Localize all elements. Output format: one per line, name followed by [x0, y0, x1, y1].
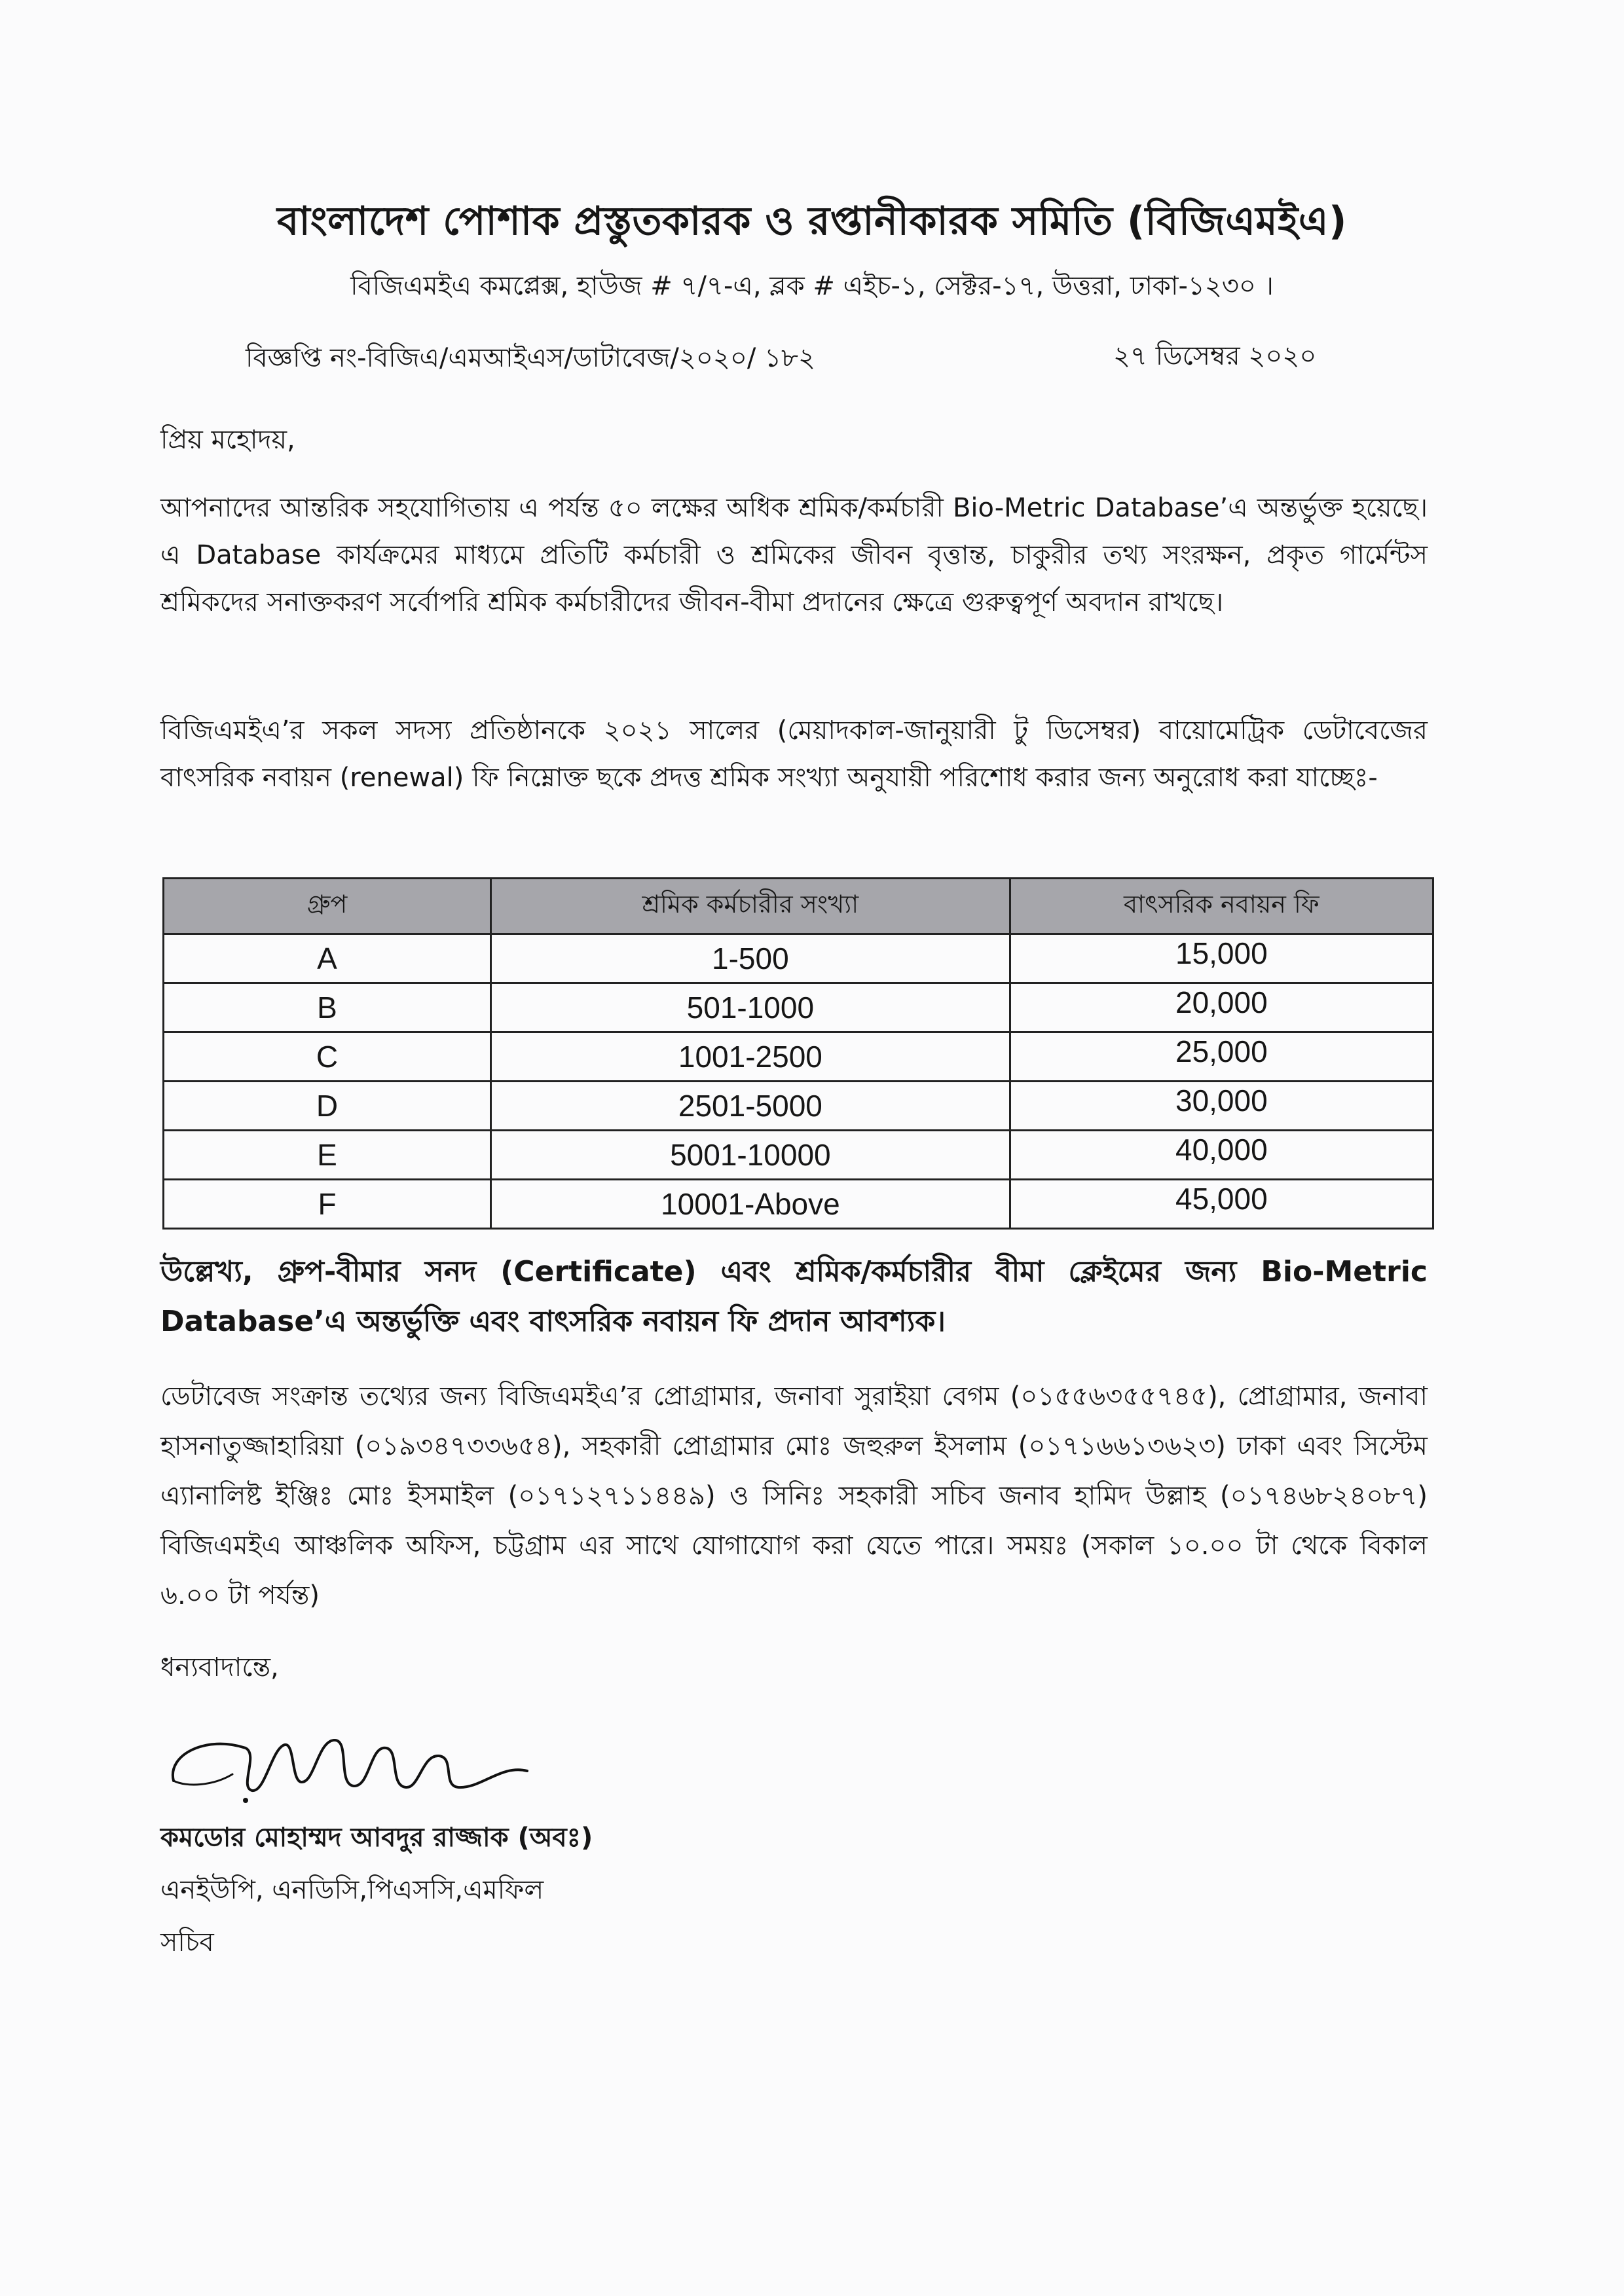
- cell-workers: 2501-5000: [491, 1082, 1010, 1131]
- signer-name: কমডোর মোহাম্মদ আবদুর রাজ্জাক (অবঃ): [160, 1823, 593, 1853]
- paragraph-database-intro: আপনাদের আন্তরিক সহযোগিতায় এ পর্যন্ত ৫০ লক্ষের অধিক শ্রমিক/কর্মচারী Bio-Metric Database’এ অন্তর্ভুক্ত হয়েছে। এ Database কার্যক্রমের মাধ্যমে প্রতিটি কর্মচারী ও শ্রমিকের জীবন বৃত্তান্ত, চাকুরীর তথ্য সংরক্ষন, প্রকৃত গার্মেন্টস শ্রমিকদের সনাক্তকরণ সর্বোপরি শ্রমিক কর্মচারীদের জীবন-বীমা প্রদানের ক্ষেত্রে গুরুত্বপূর্ণ অবদান রাখছে।: [160, 493, 1428, 617]
- cell-workers: 1-500: [491, 934, 1010, 983]
- cell-workers: 5001-10000: [491, 1131, 1010, 1180]
- cell-group: C: [164, 1032, 491, 1082]
- cell-workers: 10001-Above: [491, 1180, 1010, 1229]
- letter-date: ২৭ ডিসেম্বর ২০২০: [1113, 341, 1317, 371]
- organization-title: বাংলাদেশ পোশাক প্রস্তুতকারক ও রপ্তানীকারক সমিতি (বিজিএমইএ): [277, 198, 1347, 244]
- cell-fee: 25,000: [1010, 1032, 1433, 1082]
- salutation: প্রিয় মহোদয়,: [160, 425, 295, 455]
- cell-fee: 20,000: [1010, 983, 1433, 1032]
- table-row: [164, 1082, 1433, 1131]
- paragraph-contacts: ডেটাবেজ সংক্রান্ত তথ্যের জন্য বিজিএমইএ’র প্রোগ্রামার, জনাবা সুরাইয়া বেগম (০১৫৫৬৩৫৫৭৪৫), প্রোগ্রামার, জনাবা হাসনাতুজ্জাহারিয়া (০১৯৩৪৭৩৩৬৫৪), সহকারী প্রোগ্রামার মোঃ জহুরুল ইসলাম (০১৭১৬৬১৩৬২৩) ঢাকা এবং সিস্টেম এ্যানালিষ্ট ইঞ্জিঃ মোঃ ইসমাইল (০১৭১২৭১১৪৪৯) ও সিনিঃ সহকারী সচিব জনাব হামিদ উল্লাহ (০১৭৪৬৮২৪০৮৭) বিজিএমইএ আঞ্চলিক অফিস, চট্টগ্রাম এর সাথে যোগাযোগ করা যেতে পারে। সময়ঃ (সকাল ১০.০০ টা থেকে বিকাল ৬.০০ টা পর্যন্ত): [160, 1381, 1428, 1611]
- handwritten-signature: [160, 1709, 540, 1820]
- organization-address: বিজিএমইএ কমপ্লেক্স, হাউজ # ৭/৭-এ, ব্লক # এইচ-১, সেক্টর-১৭, উত্তরা, ঢাকা-১২৩০ ।: [350, 271, 1274, 301]
- signer-qualifications: এনইউপি, এনডিসি,পিএসসি,এমফিল: [160, 1875, 544, 1905]
- cell-group: E: [164, 1131, 491, 1180]
- table-row: [164, 1032, 1433, 1082]
- important-note: উল্লেখ্য, গ্রুপ-বীমার সনদ (Certificate) এবং শ্রমিক/কর্মচারীর বীমা ক্লেইমের জন্য Bio-Metric Database’এ অন্তর্ভুক্তি এবং বাৎসরিক নবায়ন ফি প্রদান আবশ্যক।: [160, 1255, 1428, 1338]
- cell-group: D: [164, 1082, 491, 1131]
- signer-designation: সচিব: [160, 1927, 214, 1958]
- header-worker-count: শ্রমিক কর্মচারীর সংখ্যা: [491, 879, 1010, 934]
- cell-group: B: [164, 983, 491, 1032]
- table-header-row: [164, 879, 1433, 934]
- table-row: [164, 983, 1433, 1032]
- cell-fee: 30,000: [1010, 1082, 1433, 1131]
- table-row: [164, 934, 1433, 983]
- renewal-fee-table: [162, 877, 1434, 1230]
- cell-fee: 45,000: [1010, 1180, 1433, 1229]
- header-group: গ্রুপ: [164, 879, 491, 934]
- table-row: [164, 1131, 1433, 1180]
- reference-number: বিজ্ঞপ্তি নং-বিজিএ/এমআইএস/ডাটাবেজ/২০২০/ ১৮২: [246, 343, 815, 373]
- paragraph-renewal-request: বিজিএমইএ’র সকল সদস্য প্রতিষ্ঠানকে ২০২১ সালের (মেয়াদকাল-জানুয়ারী টু ডিসেম্বর) বায়োমেট্রিক ডেটাবেজের বাৎসরিক নবায়ন (renewal) ফি নিম্নোক্ত ছকে প্রদত্ত শ্রমিক সংখ্যা অনুযায়ী পরিশোধ করার জন্য অনুরোধ করা যাচ্ছেঃ-: [160, 716, 1428, 793]
- cell-group: F: [164, 1180, 491, 1229]
- cell-fee: 40,000: [1010, 1131, 1433, 1180]
- table-row: [164, 1180, 1433, 1229]
- cell-fee: 15,000: [1010, 934, 1433, 983]
- valediction: ধন্যবাদান্তে,: [160, 1652, 279, 1683]
- header-annual-fee: বাৎসরিক নবায়ন ফি: [1010, 879, 1433, 934]
- cell-workers: 1001-2500: [491, 1032, 1010, 1082]
- cell-group: A: [164, 934, 491, 983]
- cell-workers: 501-1000: [491, 983, 1010, 1032]
